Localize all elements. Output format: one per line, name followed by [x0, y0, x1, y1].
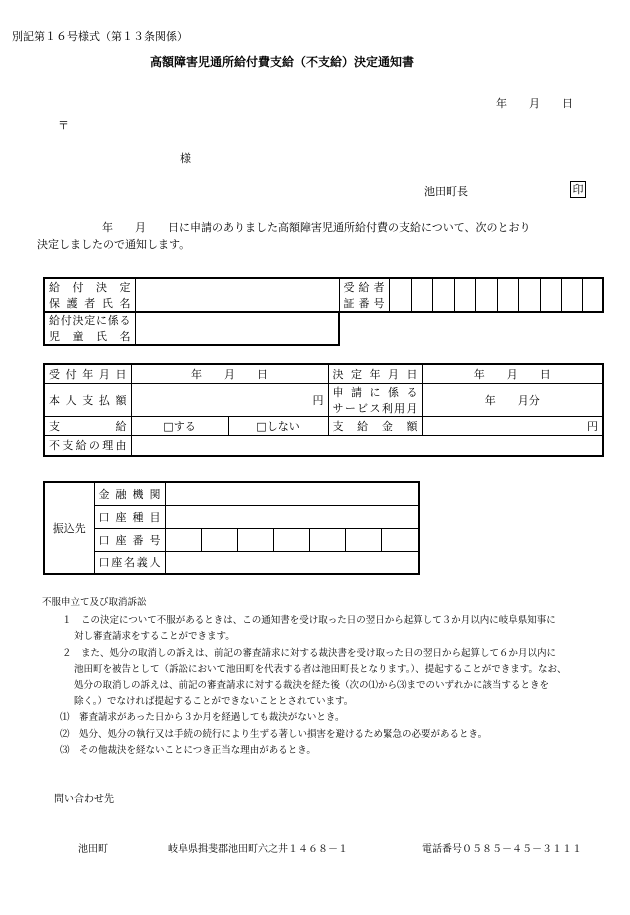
note-1-line-1: １ この決定について不服があるときは、この通知書を受け取った日の翌日から起算して３か月以内に岐阜県知事に: [62, 615, 556, 626]
guardian-name-field[interactable]: [135, 278, 339, 312]
decision-table: [43, 363, 604, 457]
self-pay-field[interactable]: 円: [131, 383, 328, 416]
sub-note-1: ⑴ 審査請求があった日から３か月を経過しても裁決がないとき。: [60, 712, 345, 723]
certificate-number-label: 受給者 証番号: [339, 278, 389, 312]
honorific: 様: [180, 152, 191, 165]
account-number-digit[interactable]: [309, 528, 345, 551]
service-month-label: 申請に係る サービス利用月: [328, 383, 422, 416]
reason-label: 不支給の理由: [44, 435, 131, 456]
certificate-digit[interactable]: [561, 278, 582, 312]
note-2-line-3: 処分の取消しの訴えは、前記の審査請求に対する裁決を経た後（次の⑴から⑶までのいずれかに該当するときを: [74, 680, 550, 691]
transfer-table: [43, 481, 420, 575]
contact-heading: 問い合わせ先: [54, 794, 114, 805]
sub-note-3: ⑶ その他裁決を経ないことにつき正当な理由があるとき。: [60, 745, 316, 756]
certificate-digit[interactable]: [582, 278, 603, 312]
form-number: 別記第１６号様式（第１３条関係）: [12, 30, 188, 43]
decision-date-label: 決定年月日: [328, 364, 422, 383]
guardian-name-label: 給付決定 保護者氏名: [44, 278, 135, 312]
intro-line-2: 決定しましたので通知します。: [37, 238, 191, 251]
note-2-line-2: 池田町を被告として（訴訟において池田町を代表する者は池田町長となります。）、提起することができます。なお、: [74, 664, 567, 675]
child-table: [43, 311, 340, 346]
certificate-digit[interactable]: [518, 278, 540, 312]
account-number-digit[interactable]: [345, 528, 381, 551]
certificate-digit[interactable]: [432, 278, 454, 312]
issue-date: 年 月 日: [496, 97, 573, 110]
account-number-digit[interactable]: [237, 528, 273, 551]
note-2-line-4: 除く。）でなければ提起することができないこととされています。: [74, 696, 354, 707]
contact-phone: 電話番号０５８５－４５－３１１１: [422, 844, 582, 855]
certificate-digit[interactable]: [497, 278, 518, 312]
payment-label: 支 給: [44, 416, 131, 435]
document-title: 高額障害児通所給付費支給（不支給）決定通知書: [150, 55, 415, 69]
service-month-field[interactable]: 年 月分: [422, 383, 603, 416]
postal-mark: 〒: [58, 119, 69, 132]
payment-no-checkbox[interactable]: □しない: [228, 416, 328, 435]
account-number-digit[interactable]: [165, 528, 201, 551]
payment-amount-field[interactable]: 円: [422, 416, 603, 435]
bank-label: 金融機関: [94, 482, 165, 505]
contact-address: 岐阜県揖斐郡池田町六之井１４６８－１: [168, 844, 348, 855]
child-name-field[interactable]: [135, 312, 339, 346]
certificate-digit[interactable]: [454, 278, 475, 312]
contact-office: 池田町: [78, 844, 108, 855]
issuer-name: 池田町長: [424, 185, 468, 198]
transfer-label: 振込先: [44, 482, 94, 574]
bank-field[interactable]: [165, 482, 419, 505]
received-date-field[interactable]: 年 月 日: [131, 364, 328, 383]
sub-note-2: ⑵ 処分、処分の執行又は手続の続行により生ずる著しい損害を避けるため緊急の必要があるとき。: [60, 729, 488, 740]
notes-heading: 不服申立て及び取消訴訟: [42, 597, 147, 608]
account-number-digit[interactable]: [381, 528, 419, 551]
recipient-table: [43, 277, 604, 313]
received-date-label: 受付年月日: [44, 364, 131, 383]
seal-mark: 印: [570, 181, 586, 198]
self-pay-label: 本人支払額: [44, 383, 131, 416]
account-holder-label: 口座名義人: [94, 551, 165, 574]
certificate-digit[interactable]: [411, 278, 432, 312]
account-type-field[interactable]: [165, 505, 419, 528]
decision-date-field[interactable]: 年 月 日: [422, 364, 603, 383]
certificate-digit[interactable]: [540, 278, 561, 312]
reason-field[interactable]: [131, 435, 603, 456]
payment-amount-label: 支給金額: [328, 416, 422, 435]
intro-line-1: 年 月 日に申請のありました高額障害児通所給付費の支給について、次のとおり: [102, 221, 531, 234]
certificate-digit[interactable]: [475, 278, 497, 312]
certificate-digit[interactable]: [389, 278, 411, 312]
note-2-line-1: ２ また、処分の取消しの訴えは、前記の審査請求に対する裁決書を受け取った日の翌日から起算して６か月以内に: [62, 648, 557, 659]
account-number-digit[interactable]: [201, 528, 237, 551]
account-holder-field[interactable]: [165, 551, 419, 574]
account-number-label: 口座番号: [94, 528, 165, 551]
payment-yes-checkbox[interactable]: □する: [131, 416, 228, 435]
note-1-line-2: 対し審査請求をすることができます。: [74, 631, 235, 642]
account-type-label: 口座種目: [94, 505, 165, 528]
account-number-digit[interactable]: [273, 528, 309, 551]
child-name-label: 給付決定に係る 児童氏名: [44, 312, 135, 346]
